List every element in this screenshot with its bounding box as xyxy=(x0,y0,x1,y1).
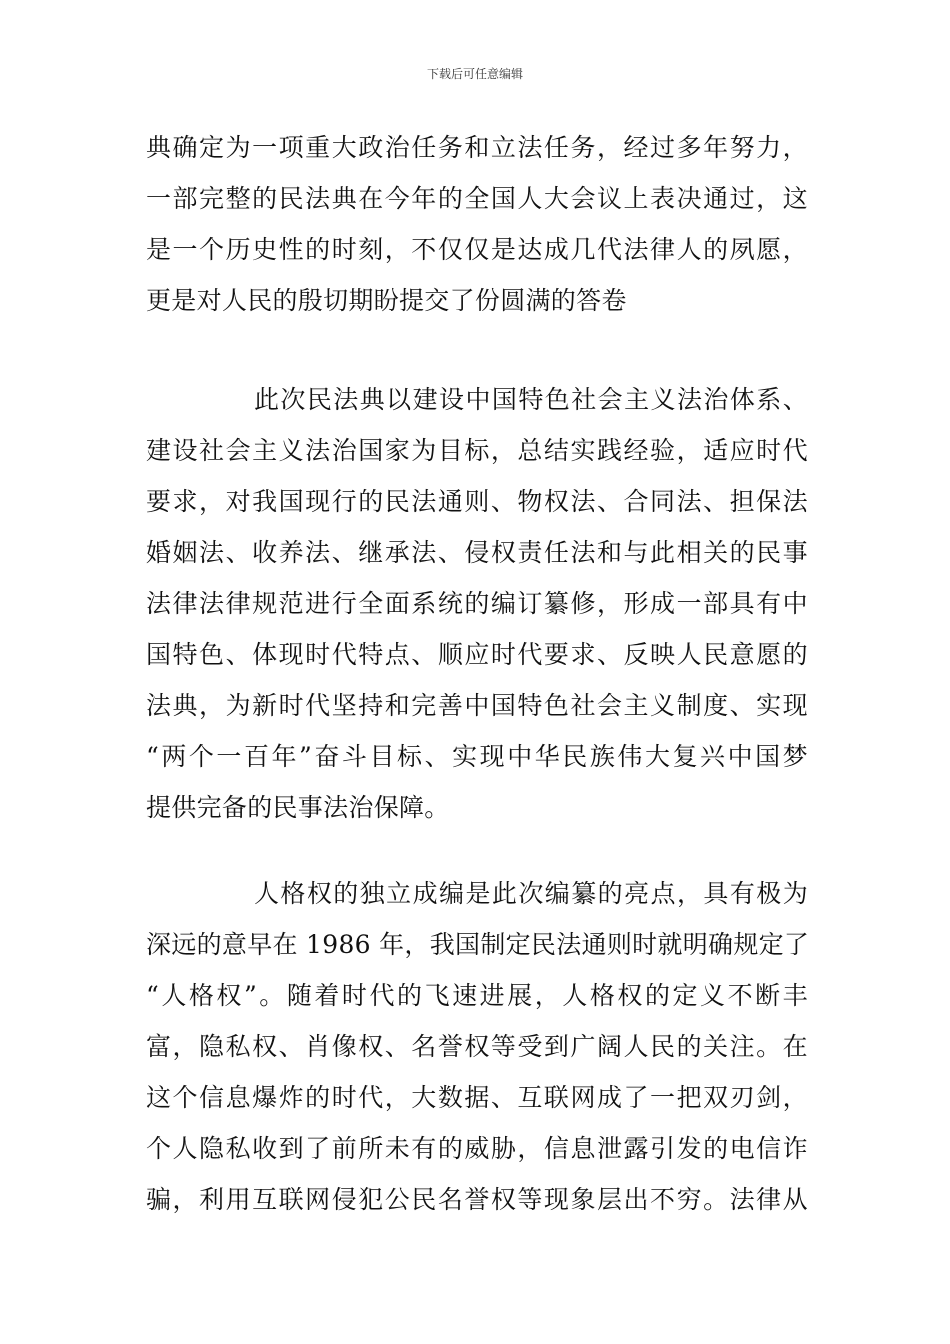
text-line: 是一个历史性的时刻，不仅仅是达成几代法律人的夙愿， xyxy=(146,235,808,264)
text-line: 骗，利用互联网侵犯公民名誉权等现象层出不穷。法律从 xyxy=(146,1185,808,1214)
text-line: 法典，为新时代坚持和完善中国特色社会主义制度、实现 xyxy=(146,691,808,720)
text-line: 要求，对我国现行的民法通则、物权法、合同法、担保法 xyxy=(146,487,808,516)
text-line: 个人隐私收到了前所未有的威胁，信息泄露引发的电信诈 xyxy=(146,1134,808,1163)
text-line: 富，隐私权、肖像权、名誉权等受到广阔人民的关注。在 xyxy=(146,1032,808,1061)
paragraph-3 xyxy=(146,868,808,1225)
text-line: “两个一百年”奋斗目标、实现中华民族伟大复兴中国梦 xyxy=(146,742,808,771)
text-line: 此次民法典以建设中国特色社会主义法治体系、 xyxy=(254,385,808,414)
page-header: 下载后可任意编辑 xyxy=(426,67,523,81)
text-line: 提供完备的民事法治保障。 xyxy=(146,793,450,822)
text-line: 深远的意早在 1986 年，我国制定民法通则时就明确规定了 xyxy=(146,930,810,959)
text-line: 人格权的独立成编是此次编纂的亮点，具有极为 xyxy=(254,879,808,908)
text-line: 建设社会主义法治国家为目标，总结实践经验，适应时代 xyxy=(146,436,808,465)
text-line: 这个信息爆炸的时代，大数据、互联网成了一把双刃剑， xyxy=(146,1083,808,1112)
paragraph-2 xyxy=(146,374,808,833)
text-line: 更是对人民的殷切期盼提交了份圆满的答卷 xyxy=(146,286,627,315)
paragraph-1 xyxy=(146,122,808,326)
text-line: 典确定为一项重大政治任务和立法任务，经过多年努力， xyxy=(146,133,808,162)
text-line: “人格权”。随着时代的飞速进展，人格权的定义不断丰 xyxy=(146,981,808,1010)
text-line: 法律法律规范进行全面系统的编订纂修，形成一部具有中 xyxy=(146,589,808,618)
text-line: 一部完整的民法典在今年的全国人大会议上表决通过，这 xyxy=(146,184,808,213)
text-line: 婚姻法、收养法、继承法、侵权责任法和与此相关的民事 xyxy=(146,538,808,567)
text-line: 国特色、体现时代特点、顺应时代要求、反映人民意愿的 xyxy=(146,640,808,669)
